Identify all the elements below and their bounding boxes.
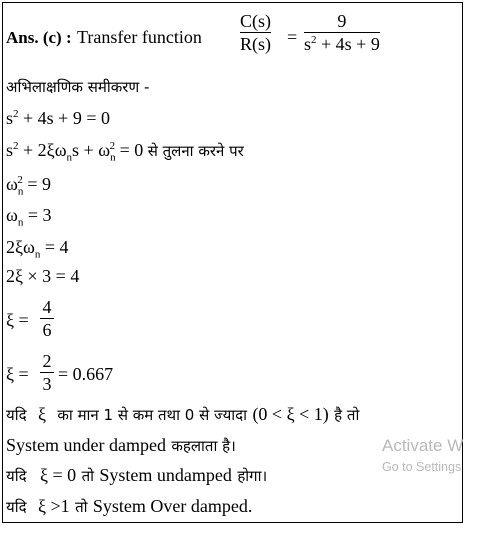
char-eq-heading: अभिलाक्षणिक समीकरण - (6, 78, 150, 96)
wn-squared-line: $\omega_n^2 = 9$ (6, 174, 52, 198)
tf-rhs-numerator: 9 (337, 11, 347, 31)
condition-undamped: यदि ξ = 0 तो System undamped होगा। (6, 465, 268, 485)
go-to-settings-watermark: Go to Settings (382, 460, 462, 474)
condition-underdamped-line1: यदि ξ का मान 1 से कम तथा 0 से ज्यादा (0 < ξ < 1) है तो (6, 404, 360, 424)
tf-fraction (240, 10, 271, 55)
zeta-fraction-2 (40, 350, 54, 395)
transfer-function-label: Transfer function (77, 27, 202, 47)
zeta-fraction-1 (40, 296, 54, 341)
zeta-fraction-2-den: 3 (42, 374, 52, 394)
tf-numerator: C(s) (240, 11, 271, 31)
answer-label: Ans. (c) : (6, 28, 72, 47)
condition-overdamped: यदि ξ >1 तो System Over damped. (6, 496, 253, 516)
zeta-fraction-2-lhs: ξ = (6, 364, 29, 384)
zeta-fraction-1-den: 6 (42, 320, 52, 340)
wn-line: $\omega_n = 3$ (6, 205, 52, 229)
activate-windows-watermark: Activate W (382, 436, 463, 455)
tf-equals: = (287, 27, 298, 47)
standard-form-equation: $s^2 + 2\xi\omega_ns + \omega_n^2 = 0$ से तुलना करने पर (6, 140, 244, 164)
tf-denominator: R(s) (240, 34, 271, 54)
two-zeta-times-three: 2ξ × 3 = 4 (6, 266, 80, 286)
zeta-value: = 0.667 (58, 364, 114, 384)
condition-underdamped-line2: System under damped कहलाता है। (6, 435, 236, 455)
compare-text: से तुलना करने पर (147, 142, 244, 160)
tf-rhs-denominator: $s^2 + 4s + 9$ (304, 34, 380, 54)
zeta-fraction-2-num: 2 (42, 351, 52, 371)
zeta-fraction-1-lhs: ξ = (6, 310, 29, 330)
header-row (6, 27, 202, 48)
tf-rhs-fraction (304, 10, 380, 55)
char-equation: $s^2 + 4s + 9 = 0$ (6, 108, 110, 128)
two-zeta-wn-line: $2\xi\omega_n = 4$ (6, 237, 69, 261)
zeta-fraction-1-num: 4 (42, 297, 52, 317)
